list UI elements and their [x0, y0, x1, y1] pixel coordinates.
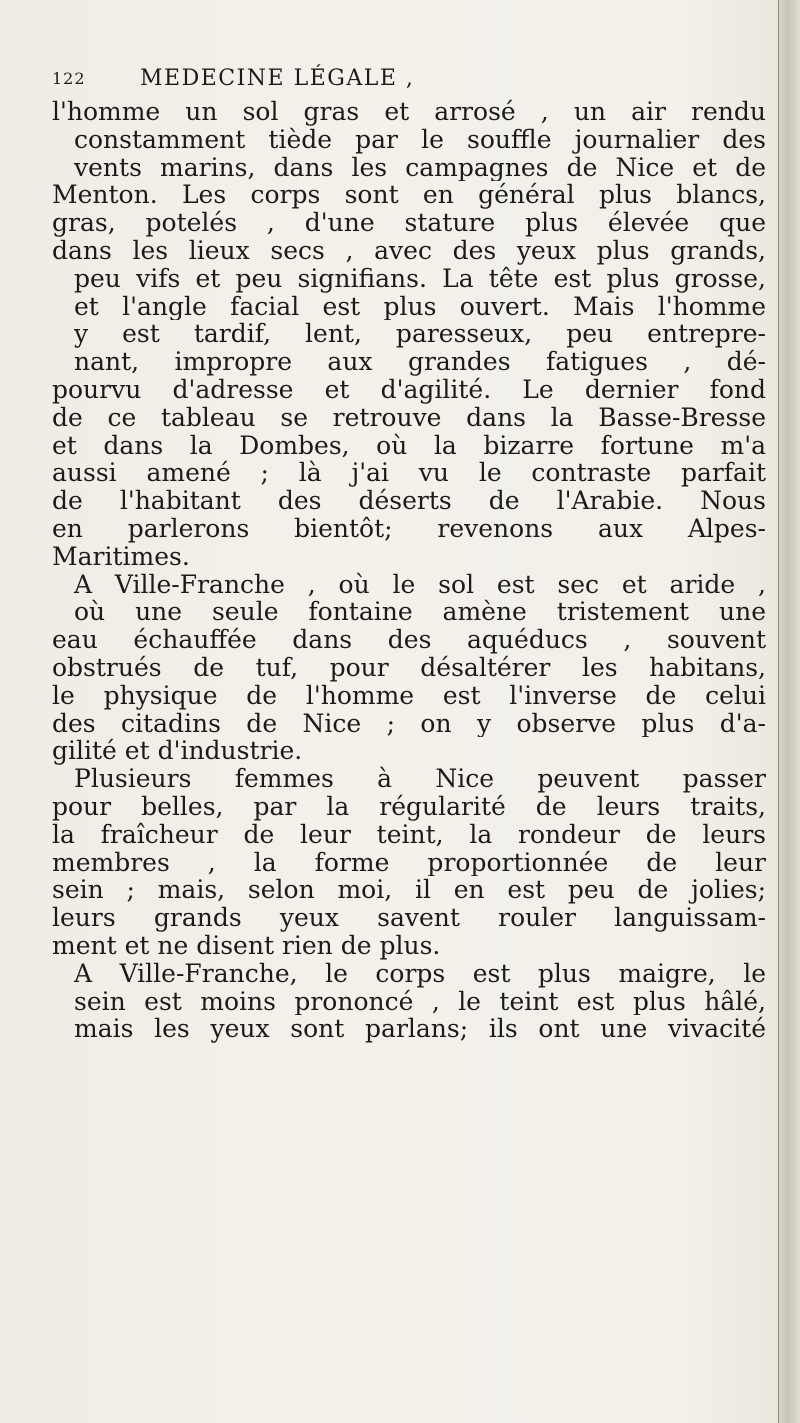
text-line: mais les yeux sont parlans; ils ont une vivacité [74, 1015, 766, 1044]
text-line: Maritimes. [52, 542, 190, 571]
text-line: pour belles, par la régularité de leurs traits, [52, 792, 766, 821]
text-line: l'homme un sol gras et arrosé , un air rendu [52, 98, 766, 126]
text-line: en parlerons bientôt; revenons aux Alpes- [52, 514, 766, 543]
body-text [52, 98, 766, 1043]
text-line: ment et ne disent rien de plus. [52, 931, 441, 960]
text-line: vents marins, dans les campagnes de Nice et de [74, 153, 766, 182]
text-line: aussi amené ; là j'ai vu le contraste parfait [52, 459, 766, 488]
text-line: et l'angle facial est plus ouvert. Mais l'homme [74, 292, 766, 321]
running-head: MEDECINE LÉGALE , [140, 66, 415, 91]
text-line: des citadins de Nice ; on y observe plus d'a- [52, 709, 766, 738]
text-line: de l'habitant des déserts de l'Arabie. Nous [52, 487, 766, 515]
text-line: où une seule fontaine amène tristement une [74, 598, 766, 627]
text-line: et dans la Dombes, où la bizarre fortune m'a [52, 431, 766, 460]
text-line: dans les lieux secs , avec des yeux plus grands, [52, 236, 766, 265]
text-line: y est tardif, lent, paresseux, peu entrepre- [74, 320, 766, 349]
text-line: peu vifs et peu signifians. La tête est plus grosse, [74, 264, 766, 293]
text-line: le physique de l'homme est l'inverse de celui [52, 681, 766, 710]
page-header [52, 64, 752, 94]
page-number: 122 [52, 69, 86, 88]
facing-page-edge [778, 0, 800, 1423]
text-line: obstrués de tuf, pour désaltérer les habitans, [52, 653, 766, 682]
text-line: sein ; mais, selon moi, il en est peu de jolies; [52, 876, 766, 905]
text-line: constamment tiède par le souffle journalier des [74, 125, 766, 154]
text-line: gras, potelés , d'une stature plus élevée que [52, 209, 766, 237]
text-line: de ce tableau se retrouve dans la Basse-Bresse [52, 403, 766, 432]
text-line: Menton. Les corps sont en général plus blancs, [52, 181, 766, 210]
text-line: sein est moins prononcé , le teint est plus hâlé, [74, 987, 766, 1016]
text-line: la fraîcheur de leur teint, la rondeur de leurs [52, 820, 766, 849]
text-line: membres , la forme proportionnée de leur [52, 848, 766, 877]
text-line: nant, impropre aux grandes fatigues , dé- [74, 348, 766, 376]
text-line: A Ville-Franche , où le sol est sec et aride , [74, 570, 766, 599]
text-line: leurs grands yeux savent rouler languissam- [52, 904, 766, 932]
text-line: Plusieurs femmes à Nice peuvent passer [74, 765, 766, 793]
text-line: pourvu d'adresse et d'agilité. Le dernier fond [52, 375, 766, 404]
text-line: gilité et d'industrie. [52, 737, 303, 766]
text-line: eau échauffée dans des aquéducs , souvent [52, 626, 766, 654]
text-line: A Ville-Franche, le corps est plus maigre, le [74, 959, 766, 988]
